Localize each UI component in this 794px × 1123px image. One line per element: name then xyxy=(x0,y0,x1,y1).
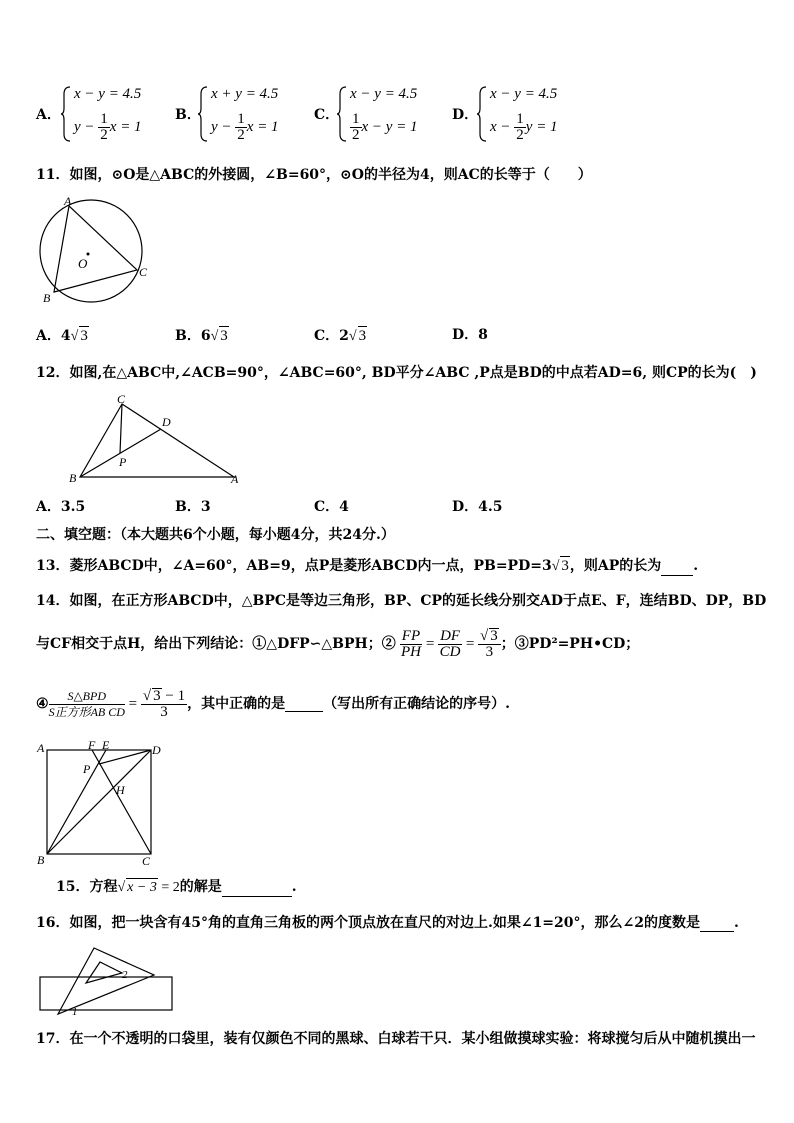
q13-stem: 13．菱形ABCD中，∠A=60°，AB=9，点P是菱形ABCD内一点，PB=PD=3√ 3，则AP的长为 . xyxy=(36,558,699,574)
label-b: B xyxy=(69,471,77,485)
q12-option-d: D．4.5 xyxy=(452,499,503,515)
q12-option-b: B．3 xyxy=(175,499,211,515)
q11-option-b: B．6√ 3 xyxy=(175,328,228,344)
equation-1: x − y = 4.5 xyxy=(74,86,142,102)
q11-option-c: C．2√ 3 xyxy=(314,328,367,344)
q10-option-a xyxy=(36,82,176,146)
brace-icon xyxy=(60,86,72,142)
q15-stem: 15．方程√ x − 3 = 2的解是 . xyxy=(56,879,297,895)
q11-figure-circle xyxy=(36,196,151,306)
label-1: 1 xyxy=(72,1006,78,1018)
label-p: P xyxy=(83,762,91,776)
equation-1: x − y = 4.5 xyxy=(350,86,418,102)
q10-option-c xyxy=(314,82,454,146)
label-f: F xyxy=(88,738,96,752)
equation-1: x − y = 4.5 xyxy=(490,86,558,102)
label-c: C xyxy=(139,265,148,279)
q10-option-b xyxy=(175,82,315,146)
answer-blank[interactable] xyxy=(661,561,693,576)
label-p: P xyxy=(119,455,127,469)
q12-stem: 12．如图,在△ABC中,∠ACB=90°，∠ABC=60°, BD平分∠ABC ,P点是BD的中点若AD=6, 则CP的长为( ) xyxy=(36,365,757,381)
q11-options xyxy=(36,326,636,348)
answer-blank[interactable] xyxy=(700,917,734,932)
label-e: E xyxy=(102,738,110,752)
q12-figure-triangle xyxy=(66,392,246,486)
option-letter: D． xyxy=(452,107,479,123)
label-d: D xyxy=(162,415,171,429)
option-letter: A． xyxy=(36,107,61,123)
q14-line-2: 与CF相交于点H，给出下列结论：①△DFP∽△BPH；② $\frac{FP}{PH}$ = $\frac{DF}{CD}$ = $\frac{√ 3}{3}$ ；③PD²=PH•CD； xyxy=(36,627,640,660)
q12-option-a: A．3.5 xyxy=(36,499,86,515)
label-o: O xyxy=(78,256,88,271)
q11-option-d: D．8 xyxy=(452,327,488,343)
q17-stem: 17．在一个不透明的口袋里，装有仅颜色不同的黑球、白球若干只．某小组做摸球实验：将球搅匀后从中随机摸出一 xyxy=(36,1031,756,1047)
label-b: B xyxy=(37,853,45,867)
brace-icon xyxy=(476,86,488,142)
label-d: D xyxy=(152,743,161,757)
section-heading: 二、填空题：（本大题共6个小题，每小题4分，共24分.） xyxy=(36,527,395,543)
q11-stem: 11．如图，⊙O是△ABC的外接圆，∠B=60°，⊙O的半径为4，则AC的长等于（ ） xyxy=(36,167,592,183)
label-a: A xyxy=(231,472,239,486)
equation-2: $\frac{1}{2}$ x − y = 1 xyxy=(352,111,418,143)
option-letter: B． xyxy=(175,107,201,123)
q10-options xyxy=(36,82,756,146)
q12-options xyxy=(36,498,636,518)
label-c: C xyxy=(142,854,151,868)
equation-1: x + y = 4.5 xyxy=(211,86,279,102)
q14-figure-square xyxy=(36,738,168,868)
label-a: A xyxy=(37,741,45,755)
brace-icon xyxy=(336,86,348,142)
q14-line-1: 14．如图，在正方形ABCD中，△BPC是等边三角形，BP、CP的延长线分别交AD于点E、F，连结BD、DP，BD xyxy=(36,593,767,609)
option-letter: C． xyxy=(314,107,340,123)
brace-icon xyxy=(197,86,209,142)
label-c: C xyxy=(117,392,126,406)
q10-option-d xyxy=(452,82,602,146)
label-b: B xyxy=(43,291,51,305)
q14-line-3: ④ $\frac{\text{S△BPD}}{\text{S正方形AB CD}}$ = $\frac{√ 3 - 1}{3}$ ，其中正确的是 （写出所有正确结论的序号）. xyxy=(36,688,510,720)
equation-2: y − $\frac{1}{2}$ x = 1 xyxy=(74,111,142,143)
q12-option-c: C．4 xyxy=(314,499,349,515)
q11-option-a: A．4√ 3 xyxy=(36,328,88,344)
equation-2: y − $\frac{1}{2}$ x = 1 xyxy=(211,111,279,143)
label-h: H xyxy=(116,783,125,797)
label-2: 2 xyxy=(122,969,128,981)
answer-blank[interactable] xyxy=(285,697,323,712)
q16-stem: 16．如图，把一块含有45°角的直角三角板的两个顶点放在直尺的对边上.如果∠1=20°，那么∠2的度数是 . xyxy=(36,915,739,931)
label-a: A xyxy=(64,196,72,208)
answer-blank[interactable] xyxy=(222,882,292,897)
equation-2: x − $\frac{1}{2}$ y = 1 xyxy=(490,111,558,143)
q16-figure-ruler-triangle xyxy=(36,944,176,1018)
